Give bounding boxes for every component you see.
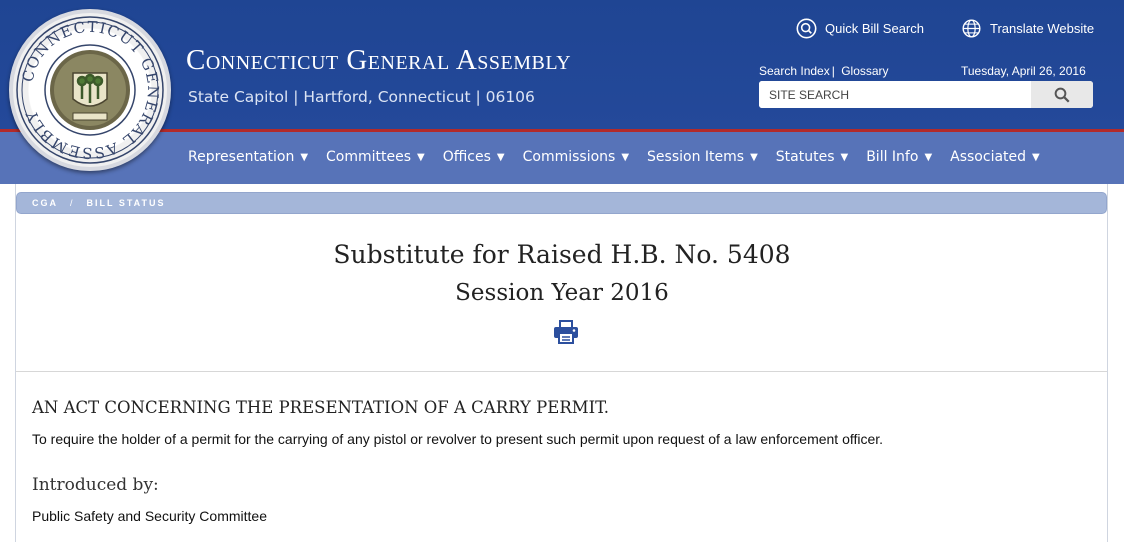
nav-item-label: Associated (950, 149, 1027, 165)
caret-down-icon: ▼ (300, 151, 309, 163)
current-date: Tuesday, April 26, 2016 (961, 64, 1086, 78)
content-divider (16, 371, 1107, 372)
main-navigation (0, 132, 1124, 184)
site-subtitle: State Capitol | Hartford, Connecticut | 06106 (188, 88, 535, 106)
breadcrumb-current: BILL STATUS (86, 198, 166, 208)
caret-down-icon: ▼ (750, 151, 758, 163)
nav-item-commissions[interactable] (523, 149, 629, 165)
glossary-link[interactable]: Glossary (841, 64, 889, 78)
nav-item-session-items[interactable] (647, 149, 758, 165)
nav-item-offices[interactable] (443, 149, 505, 165)
session-year: Session Year 2016 (455, 280, 669, 306)
nav-item-label: Commissions (522, 149, 616, 165)
site-search-button[interactable] (1031, 81, 1093, 108)
index-links (759, 64, 889, 78)
nav-item-label: Bill Info (866, 149, 919, 165)
caret-down-icon: ▼ (1032, 151, 1040, 163)
breadcrumb (16, 192, 1107, 214)
magnifier-icon (1053, 86, 1071, 104)
nav-item-label: Representation (188, 149, 295, 165)
nav-item-representation[interactable] (188, 149, 308, 165)
nav-item-bill-info[interactable] (866, 149, 932, 165)
translate-website-link[interactable] (961, 18, 1094, 39)
introduced-by-value: Public Safety and Security Committee (32, 508, 267, 524)
site-search-input[interactable] (759, 81, 1031, 108)
print-icon[interactable] (553, 320, 579, 344)
breadcrumb-root-link[interactable]: CGA (32, 198, 58, 208)
caret-down-icon: ▼ (621, 151, 630, 163)
nav-item-associated[interactable] (950, 149, 1040, 165)
act-description: To require the holder of a permit for the carrying of any pistol or revolver to present such permit upon request of a law enforcement officer. (32, 431, 884, 447)
search-index-link[interactable]: Search Index (759, 64, 830, 78)
caret-down-icon: ▼ (924, 151, 933, 163)
nav-item-committees[interactable] (326, 149, 425, 165)
cga-seal-logo[interactable] (9, 9, 171, 171)
link-separator: | (831, 64, 835, 78)
caret-down-icon: ▼ (496, 151, 505, 163)
site-header (0, 0, 1124, 130)
quick-bill-search-link[interactable] (796, 18, 924, 39)
globe-icon (961, 18, 982, 39)
nav-item-label: Statutes (775, 149, 835, 165)
act-title: AN ACT CONCERNING THE PRESENTATION OF A CARRY PERMIT. (32, 398, 609, 417)
content-frame (15, 184, 1108, 542)
translate-website-label: Translate Website (990, 21, 1095, 36)
seal-graphic (13, 13, 167, 167)
caret-down-icon: ▼ (417, 151, 425, 163)
breadcrumb-separator: / (70, 198, 75, 208)
nav-item-label: Committees (326, 149, 412, 165)
caret-down-icon: ▼ (840, 151, 849, 163)
bill-title: Substitute for Raised H.B. No. 5408 (333, 240, 791, 269)
introduced-by-heading: Introduced by: (32, 475, 159, 495)
site-title[interactable]: Connecticut General Assembly (186, 44, 572, 76)
nav-item-label: Session Items (647, 149, 745, 165)
seal-text: CONNECTICUT GENERAL ASSEMBLY (18, 17, 163, 163)
quick-bill-search-label: Quick Bill Search (825, 21, 924, 36)
search-icon (796, 18, 817, 39)
site-search (759, 81, 1093, 108)
nav-item-label: Offices (442, 149, 491, 165)
nav-item-statutes[interactable] (776, 149, 848, 165)
